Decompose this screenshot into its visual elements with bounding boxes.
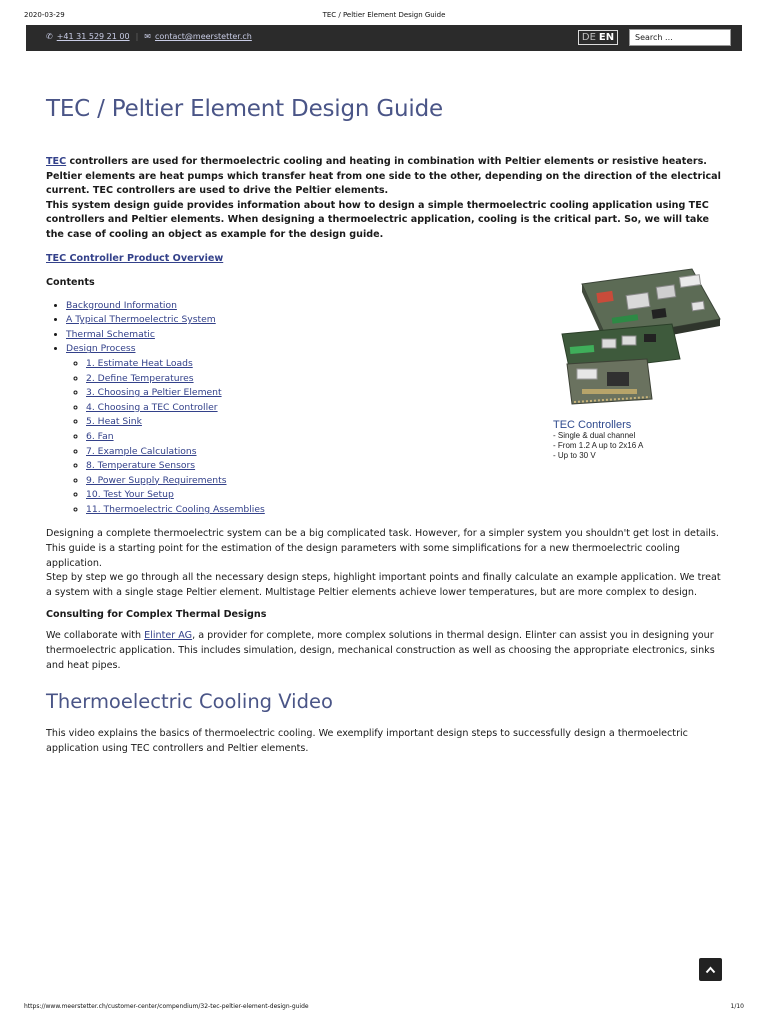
language-switcher [578, 30, 618, 45]
toc-link-background[interactable]: Background Information [66, 299, 177, 311]
toc-link-thermal-schematic[interactable]: Thermal Schematic [66, 328, 155, 340]
email-icon: ✉ [144, 32, 151, 41]
tec-controllers-illustration [552, 264, 724, 414]
scroll-to-top-button[interactable] [699, 958, 722, 981]
main-content [46, 96, 722, 756]
design-intro-text-1: Designing a complete thermoelectric system can be a big complicated task. However, for a simpler system you shouldn't get lost in details. This guide is a starting point for the estimation of the design parameters with some simplifications for a new thermoelectric cooling application. [46, 528, 719, 569]
chevron-up-icon [705, 966, 716, 974]
product-caption-line: - From 1.2 A up to 2x16 A [553, 441, 644, 450]
toc-link-example-calculations[interactable]: 7. Example Calculations [86, 445, 197, 457]
toc-link-peltier-element[interactable]: 3. Choosing a Peltier Element [86, 387, 222, 399]
video-paragraph: This video explains the basics of thermoelectric cooling. We exemplify important design steps to successfully design a thermoelectric application using TEC controllers and Peltier elements. [46, 728, 688, 754]
toc-link-power-supply[interactable]: 9. Power Supply Requirements [86, 474, 227, 486]
lang-de-link[interactable]: DE [581, 32, 596, 43]
page-title: TEC / Peltier Element Design Guide [46, 96, 443, 122]
contact-info [46, 32, 252, 41]
toc-link-heat-loads[interactable]: 1. Estimate Heat Loads [86, 357, 193, 369]
toc-subitem [86, 488, 722, 503]
toc-link-temperatures[interactable]: 2. Define Temperatures [86, 372, 194, 384]
lang-en-link[interactable]: EN [598, 32, 615, 43]
product-image[interactable] [552, 264, 724, 464]
toc-link-temperature-sensors[interactable]: 8. Temperature Sensors [86, 460, 196, 472]
toc-subitem [86, 474, 722, 489]
consulting-heading: Consulting for Complex Thermal Designs [46, 609, 267, 621]
toc-link-fan[interactable]: 6. Fan [86, 430, 114, 442]
phone-link[interactable]: +41 31 529 21 00 [56, 32, 130, 41]
toc-subitem [86, 503, 722, 518]
print-doc-title: TEC / Peltier Element Design Guide [322, 11, 446, 19]
contact-separator: | [135, 32, 139, 41]
search-input[interactable]: Search ... [629, 29, 731, 46]
contents-heading: Contents [46, 276, 95, 288]
email-link[interactable]: contact@meerstetter.ch [154, 32, 252, 41]
video-section-title: Thermoelectric Cooling Video [46, 690, 333, 714]
toc-link-design-process[interactable]: Design Process [66, 343, 136, 355]
toc-link-test-setup[interactable]: 10. Test Your Setup [86, 489, 174, 501]
design-intro-text-2: Step by step we go through all the necessary design steps, highlight important points and finally calculate an example application. We treat a system with a single stage Peltier element. Multistage Peltier elements achieve lower temperatures, but are more complex to design. [46, 572, 721, 598]
consulting-paragraph [46, 629, 722, 673]
intro-text: controllers are used for thermoelectric cooling and heating in combination with Peltier elements or resistive heaters. Peltier elements are heat pumps which transfer heat from one side to the other, depending on the direction of the electrical current. TEC controllers are used to drive the Peltier elements. [46, 156, 721, 197]
print-page-number: 1/10 [730, 1003, 744, 1010]
toc-link-tec-controller[interactable]: 4. Choosing a TEC Controller [86, 401, 218, 413]
toc-link-heat-sink[interactable]: 5. Heat Sink [86, 416, 142, 428]
toc-link-typical-system[interactable]: A Typical Thermoelectric System [66, 314, 216, 326]
intro-paragraph [46, 155, 722, 243]
product-caption-title: TEC Controllers [553, 419, 632, 431]
toc-link-cooling-assemblies[interactable]: 11. Thermoelectric Cooling Assemblies [86, 503, 265, 515]
top-bar [26, 25, 742, 51]
consulting-text-pre: We collaborate with [46, 630, 145, 642]
product-caption-line: - Single & dual channel [553, 431, 636, 440]
consulting-text-post: , a provider for complete, more complex solutions in thermal design. Elinter can assist you in designing your thermoelectric application. This includes simulation, design, mechanical construction as well as choosing the appropriate electronics, sinks and heat pipes. [46, 630, 715, 671]
tec-link[interactable]: TEC [46, 156, 67, 167]
elinter-link[interactable]: Elinter AG [144, 630, 193, 642]
product-caption-line: - Up to 30 V [553, 451, 596, 460]
print-date: 2020-03-29 [24, 11, 65, 19]
intro-text-2: This system design guide provides information about how to design a simple thermoelectric cooling application using TEC controllers and Peltier elements. When designing a thermoelectric application, cooling is the critical part. So, we will take the case of cooling an object as example for the design guide. [46, 199, 710, 240]
print-url: https://www.meerstetter.ch/customer-center/compendium/32-tec-peltier-element-design-guide [24, 1003, 309, 1010]
product-overview-link[interactable]: TEC Controller Product Overview [46, 252, 224, 264]
print-header [24, 11, 744, 23]
print-footer [24, 1003, 744, 1013]
design-intro-paragraph [46, 527, 722, 600]
product-caption [553, 419, 643, 461]
phone-icon: ✆ [46, 32, 53, 41]
